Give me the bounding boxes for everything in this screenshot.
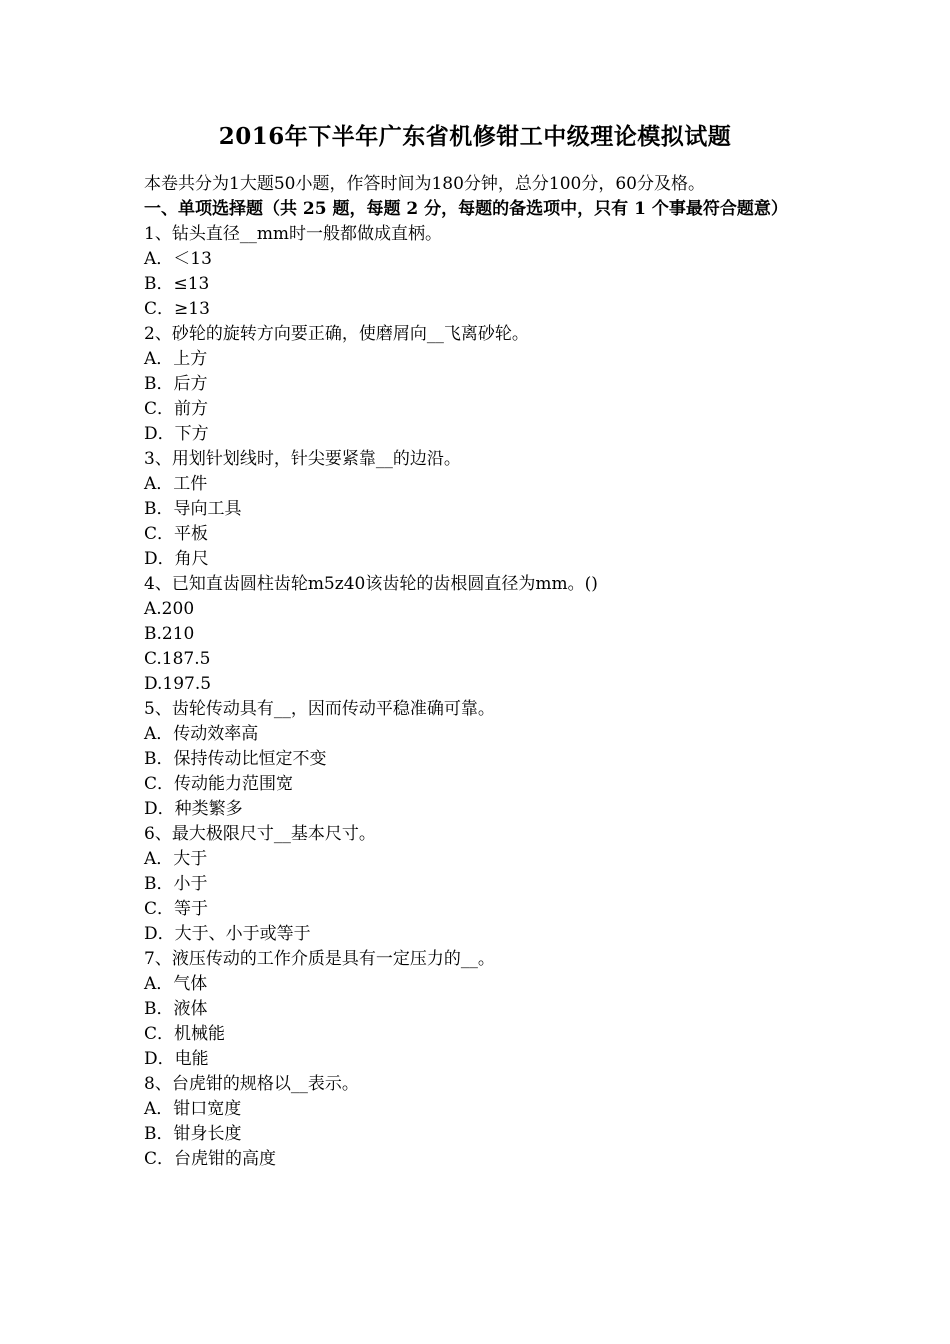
answer-option: B．液体 [144,999,208,1019]
answer-option: D．大于、小于或等于 [144,924,311,944]
question-stem: 2、砂轮的旋转方向要正确，使磨屑向__飞离砂轮。 [144,324,529,344]
answer-option: B．≤13 [144,274,210,294]
question-item [144,1072,810,1172]
question-stem: 5、齿轮传动具有__，因而传动平稳准确可靠。 [144,699,495,719]
question-stem: 6、最大极限尺寸__基本尺寸。 [144,824,376,844]
answer-option: C．≥13 [144,299,210,319]
answer-option: C.187.5 [144,649,211,669]
question-stem: 8、台虎钳的规格以__表示。 [144,1074,359,1094]
answer-option: D．下方 [144,424,209,444]
answer-option: B．导向工具 [144,499,242,519]
question-item [144,222,810,322]
answer-option: C．机械能 [144,1024,226,1044]
answer-option: C．台虎钳的高度 [144,1149,277,1169]
question-list [144,222,810,1172]
answer-option: D．电能 [144,1049,209,1069]
question-item [144,572,810,697]
answer-option: B．保持传动比恒定不变 [144,749,327,769]
answer-option: A．工件 [144,474,208,494]
exam-intro: 本卷共分为1大题50小题，作答时间为180分钟，总分100分，60分及格。 [144,174,705,194]
question-stem: 4、已知直齿圆柱齿轮m5z40该齿轮的齿根圆直径为mm。() [144,574,598,594]
answer-option: A．大于 [144,849,208,869]
answer-option: B．钳身长度 [144,1124,242,1144]
answer-option: A．上方 [144,349,208,369]
question-stem: 7、液压传动的工作介质是具有一定压力的__。 [144,949,495,969]
answer-option: D．种类繁多 [144,799,243,819]
answer-option: A．钳口宽度 [144,1099,242,1119]
question-item [144,697,810,822]
question-stem: 1、钻头直径__mm时一般都做成直柄。 [144,224,443,244]
answer-option: C．前方 [144,399,209,419]
section-heading: 一、单项选择题（共 25 题，每题 2 分，每题的备选项中，只有 1 个事最符合题意） [144,199,788,219]
document-title: 2016年下半年广东省机修钳工中级理论模拟试题 [218,123,732,150]
answer-option: A．传动效率高 [144,724,259,744]
answer-option: A．＜13 [144,249,212,269]
document-body [144,172,810,1172]
answer-option: C．传动能力范围宽 [144,774,294,794]
question-item [144,322,810,447]
answer-option: B.210 [144,624,195,644]
answer-option: C．等于 [144,899,209,919]
answer-option: C．平板 [144,524,209,544]
question-item [144,947,810,1072]
question-item [144,447,810,572]
question-item [144,822,810,947]
answer-option: B．后方 [144,374,208,394]
answer-option: A．气体 [144,974,208,994]
answer-option: B．小于 [144,874,208,894]
question-stem: 3、用划针划线时，针尖要紧靠__的边沿。 [144,449,461,469]
answer-option: D.197.5 [144,674,212,694]
answer-option: A.200 [144,599,195,619]
answer-option: D．角尺 [144,549,209,569]
